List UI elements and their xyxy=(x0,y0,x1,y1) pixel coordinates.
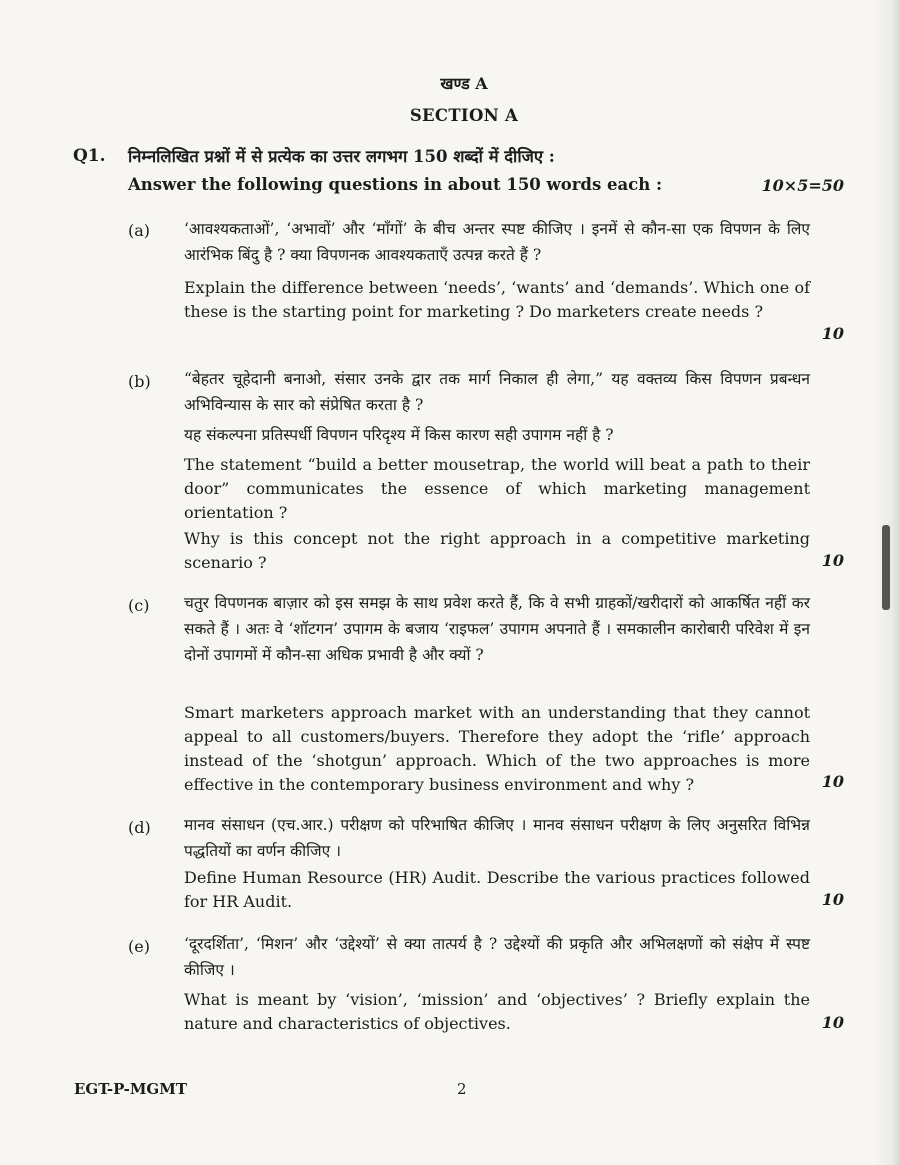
part-e-label: (e) xyxy=(128,937,150,956)
part-a-label: (a) xyxy=(128,221,151,240)
part-c-marks: 10 xyxy=(821,772,844,791)
part-d-hindi: मानव संसाधन (एच.आर.) परीक्षण को परिभाषित कीजिए । मानव संसाधन परीक्षण के लिए अनुसरित विभिन्न पद्धतियों का वर्णन कीजिए । xyxy=(184,816,810,860)
part-a-english: Explain the difference between ‘needs’, ‘wants’ and ‘demands’. Which one of these is the starting point for marketing ? Do marketers create needs ? xyxy=(184,278,810,321)
paper-code: EGT-P-MGMT xyxy=(74,1080,188,1098)
section-title-english: SECTION A xyxy=(409,106,519,125)
part-b-hindi: “बेहतर चूहेदानी बनाओ, संसार उनके द्वार तक मार्ग निकाल ही लेगा,” यह वक्तव्य किस विपणन प्रबन्धन अभिविन्यास के सार को संप्रेषित करता है ? xyxy=(184,370,810,414)
part-b-marks: 10 xyxy=(821,551,844,570)
part-c-english: Smart marketers approach market with an understanding that they cannot appeal to all customers/buyers. Therefore they adopt the ‘rifle’ approach instead of the ‘shotgun’ approach. Which of the two approaches is more effective in the contemporary business environment and why ? xyxy=(184,703,810,794)
part-d-marks: 10 xyxy=(821,890,844,909)
part-b-label: (b) xyxy=(128,372,151,391)
question-number: Q1. xyxy=(73,146,106,166)
part-c-label: (c) xyxy=(128,596,150,615)
question-instruction-english: Answer the following questions in about 150 words each : xyxy=(128,175,663,194)
question-total-marks: 10×5=50 xyxy=(761,176,844,195)
part-b-english: The statement “build a better mousetrap, the world will beat a path to their door” communicates the essence of which marketing management orientation ? xyxy=(184,455,810,522)
part-b-hindi-2: यह संकल्पना प्रतिस्पर्धी विपणन परिदृश्य में किस कारण सही उपागम नहीं है ? xyxy=(184,426,614,444)
part-e-english: What is meant by ‘vision’, ‘mission’ and ‘objectives’ ? Briefly explain the nature and characteristics of objectives. xyxy=(184,990,810,1033)
part-e-marks: 10 xyxy=(821,1013,844,1032)
part-b-english-2: Why is this concept not the right approach in a competitive marketing scenario ? xyxy=(184,529,810,572)
part-d-label: (d) xyxy=(128,818,151,837)
part-c-hindi: चतुर विपणनक बाज़ार को इस समझ के साथ प्रवेश करते हैं, कि वे सभी ग्राहकों/खरीदारों को आकर्षित नहीं कर सकते हैं । अतः वे ‘शॉटगन’ उपागम के बजाय ‘राइफल’ उपागम अपनाते हैं । समकालीन कारोबारी परिवेश में इन दोनों उपागमों में कौन-सा अधिक प्रभावी है और क्यों ? xyxy=(184,594,810,664)
part-a-hindi: ‘आवश्यकताओं’, ‘अभावों’ और ‘माँगों’ के बीच अन्तर स्पष्ट कीजिए । इनमें से कौन-सा एक विपणन के लिए आरंभिक बिंदु है ? क्या विपणनक आवश्यकताएँ उत्पन्न करते हैं ? xyxy=(184,220,810,264)
part-e-hindi: ‘दूरदर्शिता’, ‘मिशन’ और ‘उद्देश्यों’ से क्या तात्पर्य है ? उद्देश्यों की प्रकृति और अभिलक्षणों को संक्षेप में स्पष्ट कीजिए । xyxy=(184,935,810,979)
section-title-hindi: खण्ड A xyxy=(440,74,488,93)
question-instruction-hindi: निम्नलिखित प्रश्नों में से प्रत्येक का उत्तर लगभग 150 शब्दों में दीजिए : xyxy=(128,147,555,166)
page-number: 2 xyxy=(457,1080,467,1098)
part-a-marks: 10 xyxy=(821,324,844,343)
part-d-english: Define Human Resource (HR) Audit. Describe the various practices followed for HR Audit. xyxy=(184,868,810,911)
scan-smudge xyxy=(882,525,890,610)
